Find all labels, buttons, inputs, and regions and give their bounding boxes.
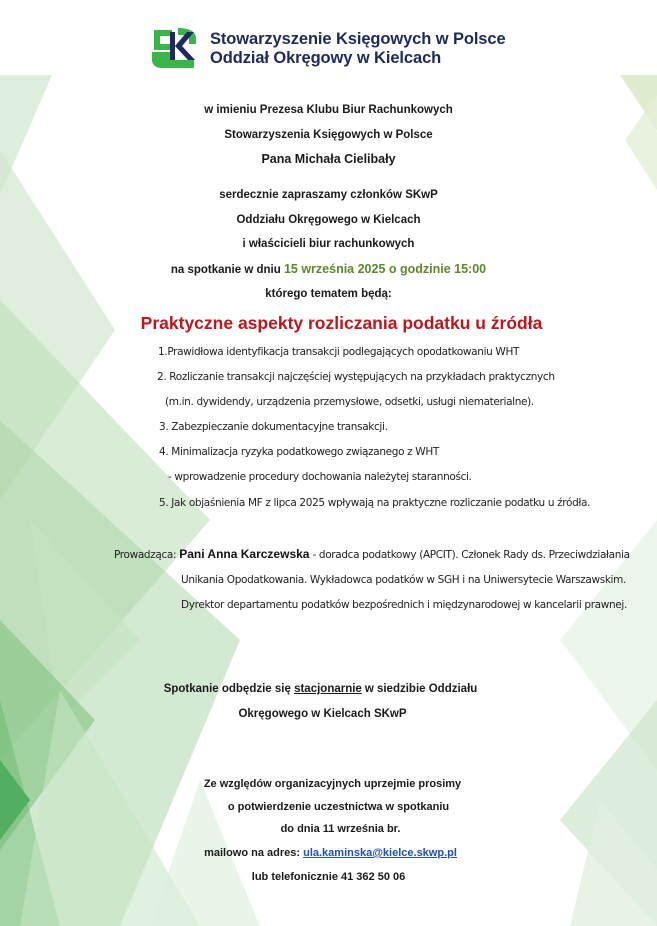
agenda-item: 3. Zabezpieczanie dokumentacyjne transakcji. (159, 421, 388, 433)
lecturer-line: Dyrektor departamentu podatków bezpośrednich i międzynarodowej w kancelarii prawnej. (181, 599, 627, 611)
rsvp-line: Ze względów organizacyjnych uprzejmie prosimy (203, 778, 462, 790)
rsvp-deadline: do dnia 11 września br. (280, 823, 401, 835)
intro-line: serdecznie zapraszamy członków SKwP (219, 189, 438, 201)
org-name: Stowarzyszenie Księgowych w Polsce (210, 30, 506, 48)
topic-intro: którego tematem będą: (265, 288, 392, 300)
agenda-item: 2. Rozliczanie transakcji najczęściej występujących na przykładach praktycznych (157, 371, 555, 383)
venue-line: Okręgowego w Kielcach SKwP (238, 708, 407, 720)
host-name: Pana Michała Cielibały (261, 152, 396, 166)
intro-line: i właścicieli biur rachunkowych (242, 238, 415, 250)
org-branch: Oddział Okręgowy w Kielcach (210, 49, 442, 67)
intro-line: Stowarzyszenia Księgowych w Polsce (224, 129, 433, 141)
venue-line (0, 683, 649, 695)
email-link[interactable]: ula.kaminska@kielce.skwp.pl (303, 847, 457, 859)
agenda-item: 1.Prawidłowa identyfikacja transakcji podlegających opodatkowaniu WHT (158, 346, 520, 358)
intro-line: Oddziału Okręgowego w Kielcach (236, 214, 421, 226)
lecturer-line: Unikania Opodatkowania. Wykładowca podatków w SGH i na Uniwersytecie Warszawskim. (181, 574, 626, 586)
meeting-prefix: na spotkanie w dniu (170, 264, 281, 276)
venue-mode: stacjonarnie (294, 683, 362, 695)
lecturer-name: Pani Anna Karczewska (179, 547, 310, 561)
topic-title: Praktyczne aspekty rozliczania podatku u źródła (140, 313, 543, 333)
skwp-logo-icon (148, 24, 206, 74)
rsvp-phone: lub telefonicznie 41 362 50 06 (251, 871, 406, 883)
lecturer-line (114, 547, 630, 561)
rsvp-email-line (2, 847, 657, 859)
logo (148, 24, 508, 74)
meeting-date-line (0, 262, 657, 276)
lecturer-label: Prowadząca: (114, 549, 177, 561)
agenda-item: 4. Minimalizacja ryzyka podatkowego związanego z WHT (159, 446, 439, 458)
venue-suffix: w siedzibie Oddziału (364, 683, 478, 695)
meeting-date: 15 września 2025 o godzinie 15:00 (283, 262, 487, 276)
intro-line: w imieniu Prezesa Klubu Biur Rachunkowych (204, 104, 453, 116)
lecturer-desc: - doradca podatkowy (APCIT). Członek Rady ds. Przeciwdziałania (312, 549, 630, 561)
agenda-item: - wprowadzenie procedury dochowania należytej staranności. (168, 471, 472, 483)
agenda-item: (m.in. dywidendy, urządzenia przemysłowe, odsetki, usługi niematerialne). (165, 396, 534, 408)
agenda-item: 5. Jak objaśnienia MF z lipca 2025 wpływają na praktyczne rozliczanie podatku u źródła. (159, 497, 591, 509)
rsvp-line: o potwierdzenie uczestnictwa w spotkaniu (227, 801, 450, 813)
venue-prefix: Spotkanie odbędzie się (163, 683, 291, 695)
email-prefix: mailowo na adres: (204, 847, 301, 859)
